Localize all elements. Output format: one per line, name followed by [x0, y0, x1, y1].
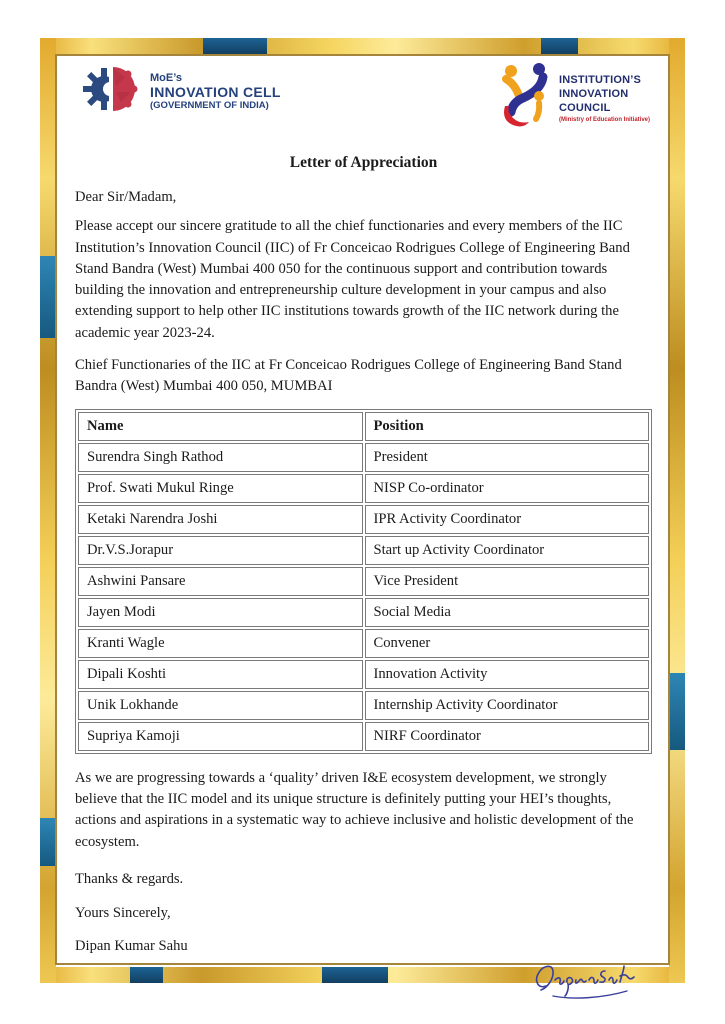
cell-position: Innovation Activity — [365, 660, 650, 689]
moe-innovation-cell-logo — [83, 62, 281, 121]
moe-logo-text — [150, 72, 281, 111]
cell-position: NISP Co-ordinator — [365, 474, 650, 503]
iic-logo-line1: INSTITUTION’S — [558, 74, 642, 86]
cell-position: Start up Activity Coordinator — [365, 536, 650, 565]
cell-position: Vice President — [365, 567, 650, 596]
signatory-name: Dipan Kumar Sahu — [75, 938, 188, 955]
logos-row — [75, 60, 652, 144]
paragraph-gratitude: Please accept our sincere gratitude to all the chief functionaries and every members of the IIC Institution’s Innovation Council (IIC) of Fr Conceicao Rodrigues College of Engineering Band Stand Bandra (West) Mumbai 400 050 for the continuous support and contribution towards building the innovation and entrepreneurship culture development in your campus and also extending support to help other IIC institutions towards growth of the IIC network during the academic year 2023-24. — [75, 218, 630, 341]
salutation: Dear Sir/Madam, — [75, 189, 177, 205]
cell-position: Social Media — [365, 598, 650, 627]
cell-position: Convener — [365, 629, 650, 658]
letter-title: Letter of Appreciation — [289, 154, 438, 171]
table-row — [78, 691, 649, 720]
cell-name: Unik Lokhande — [78, 691, 363, 720]
cell-name: Ketaki Narendra Joshi — [78, 505, 363, 534]
iic-logo-line3: COUNCIL — [558, 101, 611, 114]
cell-position: President — [365, 443, 650, 472]
gear-brain-icon — [83, 62, 141, 121]
paragraph-functionaries: Chief Functionaries of the IIC at Fr Conceicao Rodrigues College of Engineering Band Stand Bandra (West) Mumbai 400 050, MUMBAI — [75, 357, 622, 395]
cell-name: Jayen Modi — [78, 598, 363, 627]
cell-position: IPR Activity Coordinator — [365, 505, 650, 534]
closing-line: Thanks & regards. — [75, 870, 184, 887]
table-row — [78, 567, 649, 596]
cell-name: Ashwini Pansare — [78, 567, 363, 596]
moe-logo-line3: (GOVERNMENT OF INDIA) — [150, 100, 269, 111]
table-row — [78, 629, 649, 658]
cell-position: Internship Activity Coordinator — [365, 691, 650, 720]
signature-block — [75, 903, 652, 1008]
border-right-gold — [669, 38, 685, 983]
cell-name: Kranti Wagle — [78, 629, 363, 658]
border-blue-segment — [669, 673, 685, 750]
table-row — [78, 474, 649, 503]
cell-name: Prof. Swati Mukul Ringe — [78, 474, 363, 503]
iic-figures-icon — [499, 62, 553, 135]
table-header-row — [78, 412, 649, 441]
table-row — [78, 536, 649, 565]
border-blue-segment — [541, 38, 578, 54]
iic-logo-subtitle: (Ministry of Education Initiative) — [558, 117, 650, 124]
iic-logo-text — [559, 62, 650, 123]
letter-content — [75, 60, 652, 1008]
iic-logo — [499, 62, 650, 135]
table-row — [78, 722, 649, 751]
table-row — [78, 443, 649, 472]
border-top-gold — [40, 38, 685, 54]
border-blue-segment — [40, 256, 56, 338]
cell-position: NIRF Coordinator — [365, 722, 650, 751]
table-row — [78, 598, 649, 627]
border-blue-segment — [203, 38, 267, 54]
table-row — [78, 660, 649, 689]
table-row — [78, 505, 649, 534]
moe-logo-line1: MoE’s — [150, 72, 182, 84]
paragraph-quality: As we are progressing towards a ‘quality’ driven I&E ecosystem development, we strongly believe that the IIC model and its unique structure is definitely putting your HEI’s thoughts, actions and aspirations in a systematic way to achieve inclusive and holistic development of the ecosystem. — [75, 769, 634, 850]
cell-name: Supriya Kamoji — [78, 722, 363, 751]
moe-logo-line2: INNOVATION CELL — [150, 84, 281, 100]
column-header-position: Position — [365, 412, 650, 441]
cell-name: Dipali Koshti — [78, 660, 363, 689]
iic-logo-line2: INNOVATION — [558, 87, 629, 100]
column-header-name: Name — [78, 412, 363, 441]
handwritten-signature-icon — [75, 959, 652, 1008]
cell-name: Dr.V.S.Jorapur — [78, 536, 363, 565]
border-blue-segment — [40, 818, 56, 866]
sincerely-line: Yours Sincerely, — [75, 905, 171, 922]
functionaries-table — [75, 409, 652, 754]
cell-name: Surendra Singh Rathod — [78, 443, 363, 472]
